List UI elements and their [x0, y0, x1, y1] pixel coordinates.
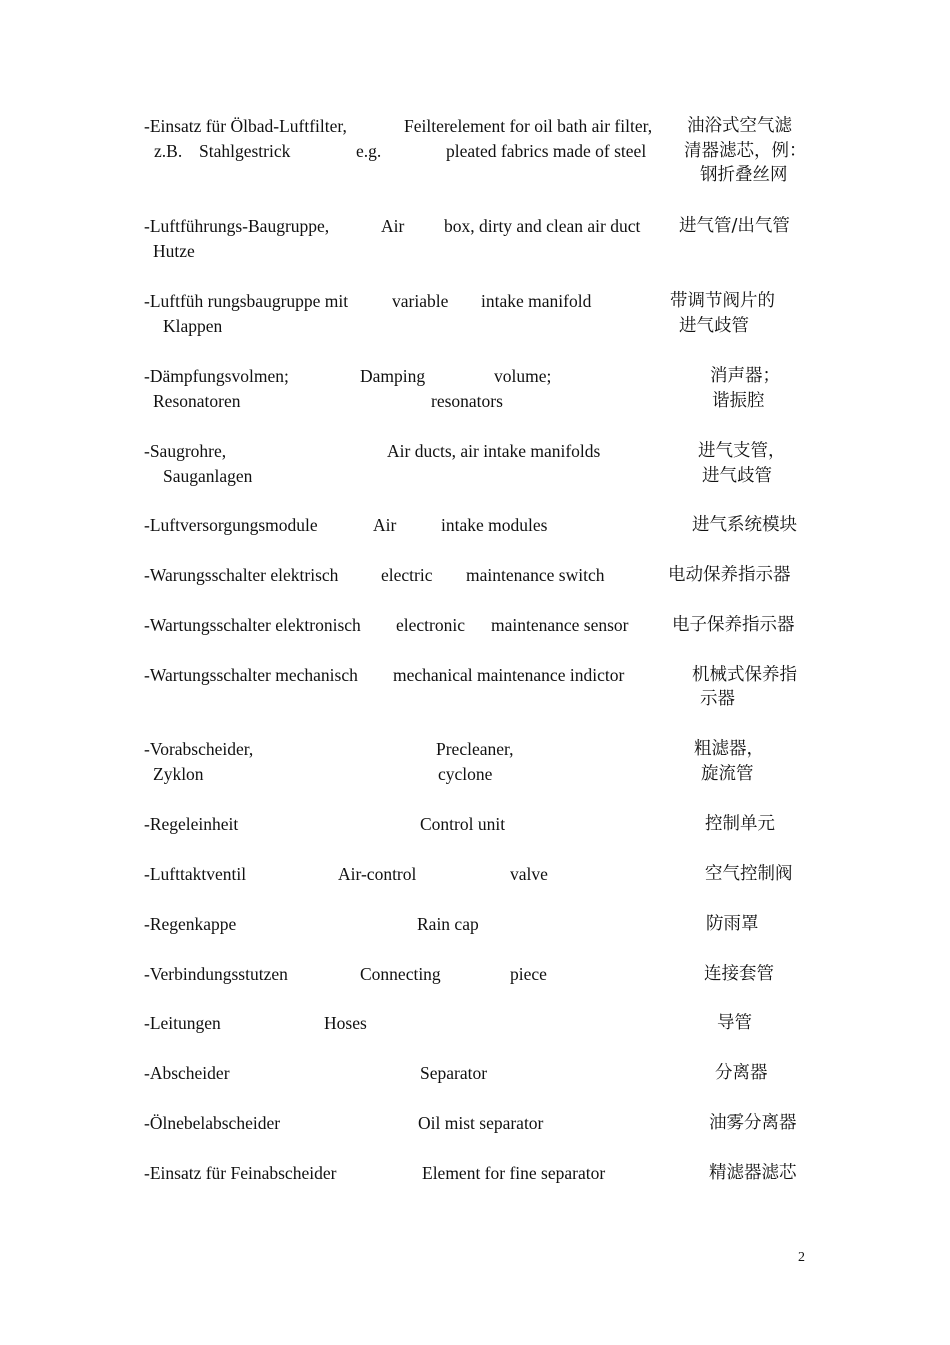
german-term: Klappen	[163, 316, 223, 336]
german-term: -Vorabscheider,	[144, 739, 254, 759]
english-term: Element for fine separator	[422, 1163, 606, 1183]
english-term: Hoses	[324, 1013, 367, 1033]
german-term: -Regeleinheit	[144, 814, 239, 834]
german-term: Hutze	[153, 241, 195, 261]
chinese-term: 带调节阀片的	[670, 291, 775, 311]
english-term: Separator	[420, 1063, 488, 1083]
german-term: Sauganlagen	[163, 466, 253, 486]
english-term: variable	[392, 291, 449, 311]
chinese-term: 粗滤器，	[694, 739, 764, 759]
english-term: intake modules	[441, 515, 548, 535]
chinese-term: 清器滤芯，例：	[684, 141, 807, 161]
chinese-term: 防雨罩	[706, 914, 759, 934]
english-term: maintenance switch	[466, 565, 605, 585]
german-term: -Dämpfungsvolmen;	[144, 366, 289, 386]
chinese-term: 电子保养指示器	[672, 615, 795, 635]
chinese-term: 电动保养指示器	[668, 565, 791, 585]
german-term: -Wartungsschalter elektronisch	[144, 615, 361, 635]
chinese-term: 油雾分离器	[709, 1113, 797, 1133]
chinese-term: 导管	[717, 1013, 752, 1033]
english-term: electronic	[396, 615, 465, 635]
english-term: Air ducts, air intake manifolds	[387, 441, 601, 461]
chinese-term: 消声器；	[710, 366, 780, 386]
german-term: z.B.	[154, 141, 183, 161]
german-term: -Wartungsschalter mechanisch	[144, 665, 358, 685]
english-term: pleated fabrics made of steel	[446, 141, 647, 161]
chinese-term: 进气系统模块	[692, 515, 797, 535]
english-term: Connecting	[360, 964, 441, 984]
chinese-term: 分离器	[715, 1063, 768, 1083]
english-term: e.g.	[356, 141, 382, 161]
german-term: -Verbindungsstutzen	[144, 964, 288, 984]
german-term: -Ölnebelabscheider	[144, 1113, 281, 1133]
english-term: valve	[510, 864, 548, 884]
german-term: -Lufttaktventil	[144, 864, 247, 884]
chinese-term: 控制单元	[705, 814, 775, 834]
english-term: cyclone	[438, 764, 493, 784]
german-term: -Saugrohre,	[144, 441, 227, 461]
chinese-term: 进气管/出气管	[679, 216, 790, 236]
english-term: intake manifold	[481, 291, 592, 311]
chinese-term: 空气控制阀	[705, 864, 793, 884]
english-term: Precleaner,	[436, 739, 514, 759]
english-term: mechanical maintenance indictor	[393, 665, 625, 685]
english-term: Control unit	[420, 814, 506, 834]
german-term: -Einsatz für Ölbad-Luftfilter,	[144, 116, 347, 136]
german-term: Zyklon	[153, 764, 204, 784]
english-term: Damping	[360, 366, 426, 386]
chinese-term: 油浴式空气滤	[687, 116, 792, 136]
english-term: box, dirty and clean air duct	[444, 216, 641, 236]
german-term: -Einsatz für Feinabscheider	[144, 1163, 337, 1183]
german-term: -Luftführungs-Baugruppe,	[144, 216, 330, 236]
chinese-term: 精滤器滤芯	[709, 1163, 797, 1183]
english-term: Rain cap	[417, 914, 479, 934]
chinese-term: 机械式保养指	[692, 665, 797, 685]
english-term: electric	[381, 565, 433, 585]
english-term: Air	[381, 216, 405, 236]
chinese-term: 连接套管	[704, 964, 774, 984]
german-term: -Luftfüh rungsbaugruppe mit	[144, 291, 349, 311]
german-term: Resonatoren	[153, 391, 241, 411]
english-term: volume;	[494, 366, 552, 386]
english-term: maintenance sensor	[491, 615, 629, 635]
german-term: Stahlgestrick	[199, 141, 291, 161]
chinese-term: 进气支管，	[698, 441, 786, 461]
german-term: -Luftversorgungsmodule	[144, 515, 318, 535]
english-term: Oil mist separator	[418, 1113, 544, 1133]
german-term: -Regenkappe	[144, 914, 237, 934]
english-term: Feilterelement for oil bath air filter,	[404, 116, 653, 136]
chinese-term: 谐振腔	[712, 391, 765, 411]
english-term: Air-control	[338, 864, 417, 884]
german-term: -Leitungen	[144, 1013, 221, 1033]
english-term: Air	[373, 515, 397, 535]
english-term: resonators	[431, 391, 503, 411]
english-term: piece	[510, 964, 547, 984]
chinese-term: 示器	[700, 689, 735, 709]
chinese-term: 进气歧管	[702, 466, 772, 486]
german-term: -Warungsschalter elektrisch	[144, 565, 339, 585]
german-term: -Abscheider	[144, 1063, 230, 1083]
chinese-term: 钢折叠丝网	[700, 165, 788, 185]
chinese-term: 进气歧管	[679, 316, 749, 336]
chinese-term: 旋流管	[701, 764, 754, 784]
page-number: 2	[798, 1250, 805, 1265]
